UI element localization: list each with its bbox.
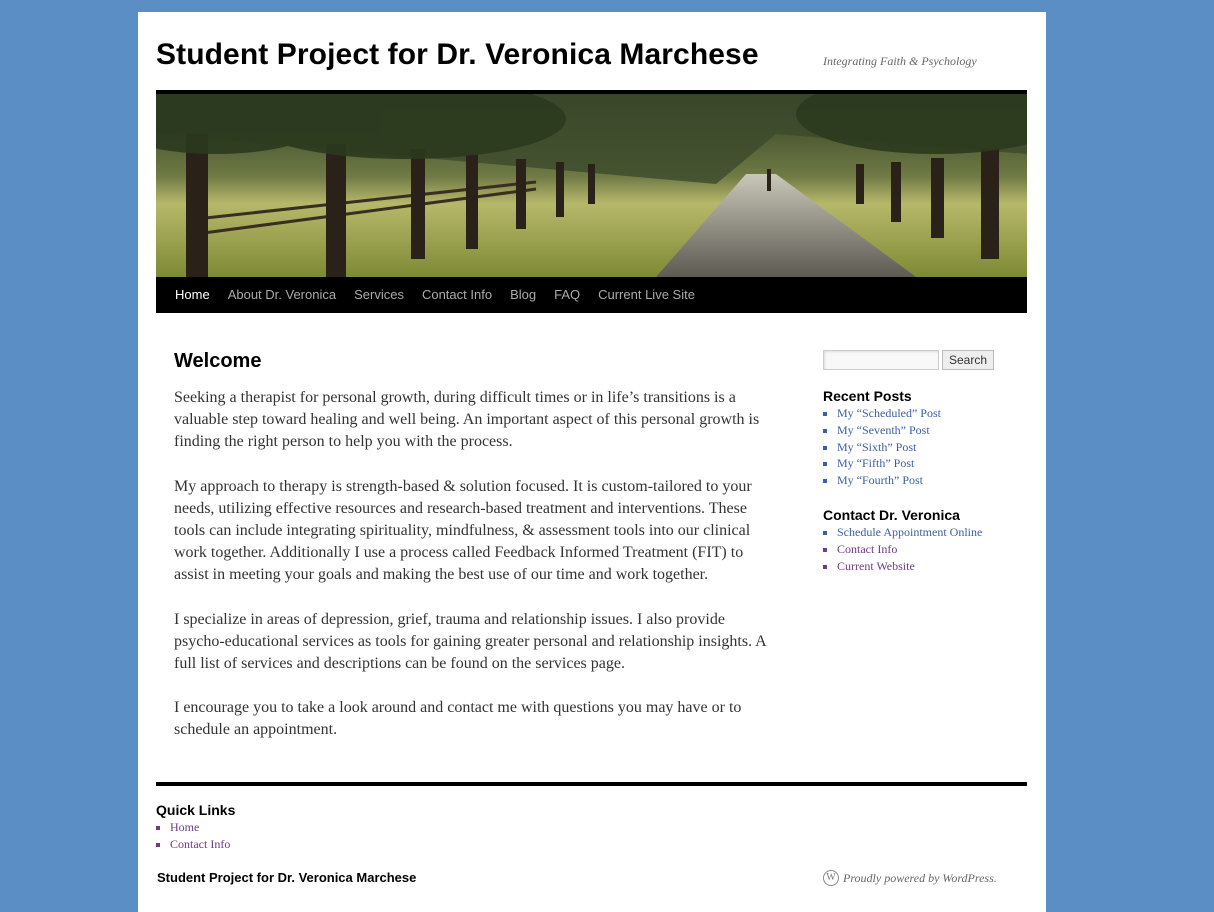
contact-widget: [823, 507, 1013, 574]
generator-text[interactable]: Proudly powered by WordPress.: [843, 870, 997, 885]
contact-info-link[interactable]: ▪ Contact Info: [837, 541, 1013, 558]
recent-posts-widget: [823, 388, 1013, 489]
schedule-appointment-link[interactable]: ▪ Schedule Appointment Online: [837, 524, 1013, 541]
contact-widget-title: Contact Dr. Veronica: [823, 506, 960, 523]
paragraph: I encourage you to take a look around and contact me with questions you may have or to schedule an appointment.: [174, 699, 742, 739]
footer-divider: [156, 782, 1027, 786]
powered-by-wordpress[interactable]: [823, 870, 997, 886]
search-input[interactable]: [823, 350, 939, 370]
header-image: [156, 90, 1027, 277]
nav-item-about[interactable]: About Dr. Veronica: [227, 287, 337, 302]
paragraph: Seeking a therapist for personal growth, during difficult times or in life’s transitions is a valuable step toward healing and well being. An important aspect of this personal growth is finding the right person to help you with the process.: [174, 389, 760, 451]
nav-item-contact-info[interactable]: Contact Info: [421, 287, 493, 302]
recent-post-link[interactable]: ▪ My “Scheduled” Post: [837, 405, 1013, 422]
nav-item-services[interactable]: Services: [354, 287, 404, 302]
recent-post-link[interactable]: ▪ My “Fourth” Post: [837, 472, 1013, 489]
recent-post-link[interactable]: ▪ My “Fifth” Post: [837, 455, 1013, 472]
nav-item-home[interactable]: Home: [175, 287, 210, 302]
nav-item-blog[interactable]: Blog: [510, 287, 537, 302]
nav-item-current-live-site[interactable]: Current Live Site: [598, 287, 695, 302]
paragraph: My approach to therapy is strength-based & solution focused. It is custom-tailored to your needs, utilizing effective resources and research-based treatment and interventions. These tools can include integrating spirituality, mindfulness, & assessment tools into our clinical work together. Additionally I use a process called Feedback Informed Treatment (FIT) to assist in meeting your goals and making the best use of our time and work together.: [174, 477, 752, 584]
page-title: Welcome: [174, 350, 262, 372]
paragraph: I specialize in areas of depression, grief, trauma and relationship issues. I also provide psycho-educational services as tools for gaining greater personal and relationship insights. A full list of services and descriptions can be found on the services page.: [174, 610, 766, 673]
current-website-link[interactable]: ▪ Current Website: [837, 558, 1013, 575]
search-button[interactable]: Search: [942, 350, 994, 370]
recent-post-link[interactable]: ▪ My “Sixth” Post: [837, 439, 1013, 456]
site-description: Integrating Faith & Psychology: [823, 54, 977, 68]
nav-item-faq[interactable]: FAQ: [554, 287, 581, 302]
page-wrapper: [138, 12, 1046, 912]
main-navigation: [156, 277, 1027, 313]
main-content: [174, 350, 774, 764]
quick-links-title: Quick Links: [156, 802, 236, 818]
recent-post-link[interactable]: ▪ My “Seventh” Post: [837, 422, 1013, 439]
recent-posts-title: Recent Posts: [823, 388, 912, 404]
site-title[interactable]: Student Project for Dr. Veronica Marchese: [156, 38, 759, 71]
sidebar: [823, 350, 1013, 574]
wordpress-icon: W: [823, 870, 839, 886]
search-form: [823, 350, 1013, 370]
footer-site-title[interactable]: Student Project for Dr. Veronica Marchese: [157, 870, 417, 885]
quick-links-widget: [156, 802, 235, 853]
footer-link-contact-info[interactable]: ▪ Contact Info: [170, 836, 235, 853]
footer-link-home[interactable]: ▪ Home: [170, 819, 235, 836]
